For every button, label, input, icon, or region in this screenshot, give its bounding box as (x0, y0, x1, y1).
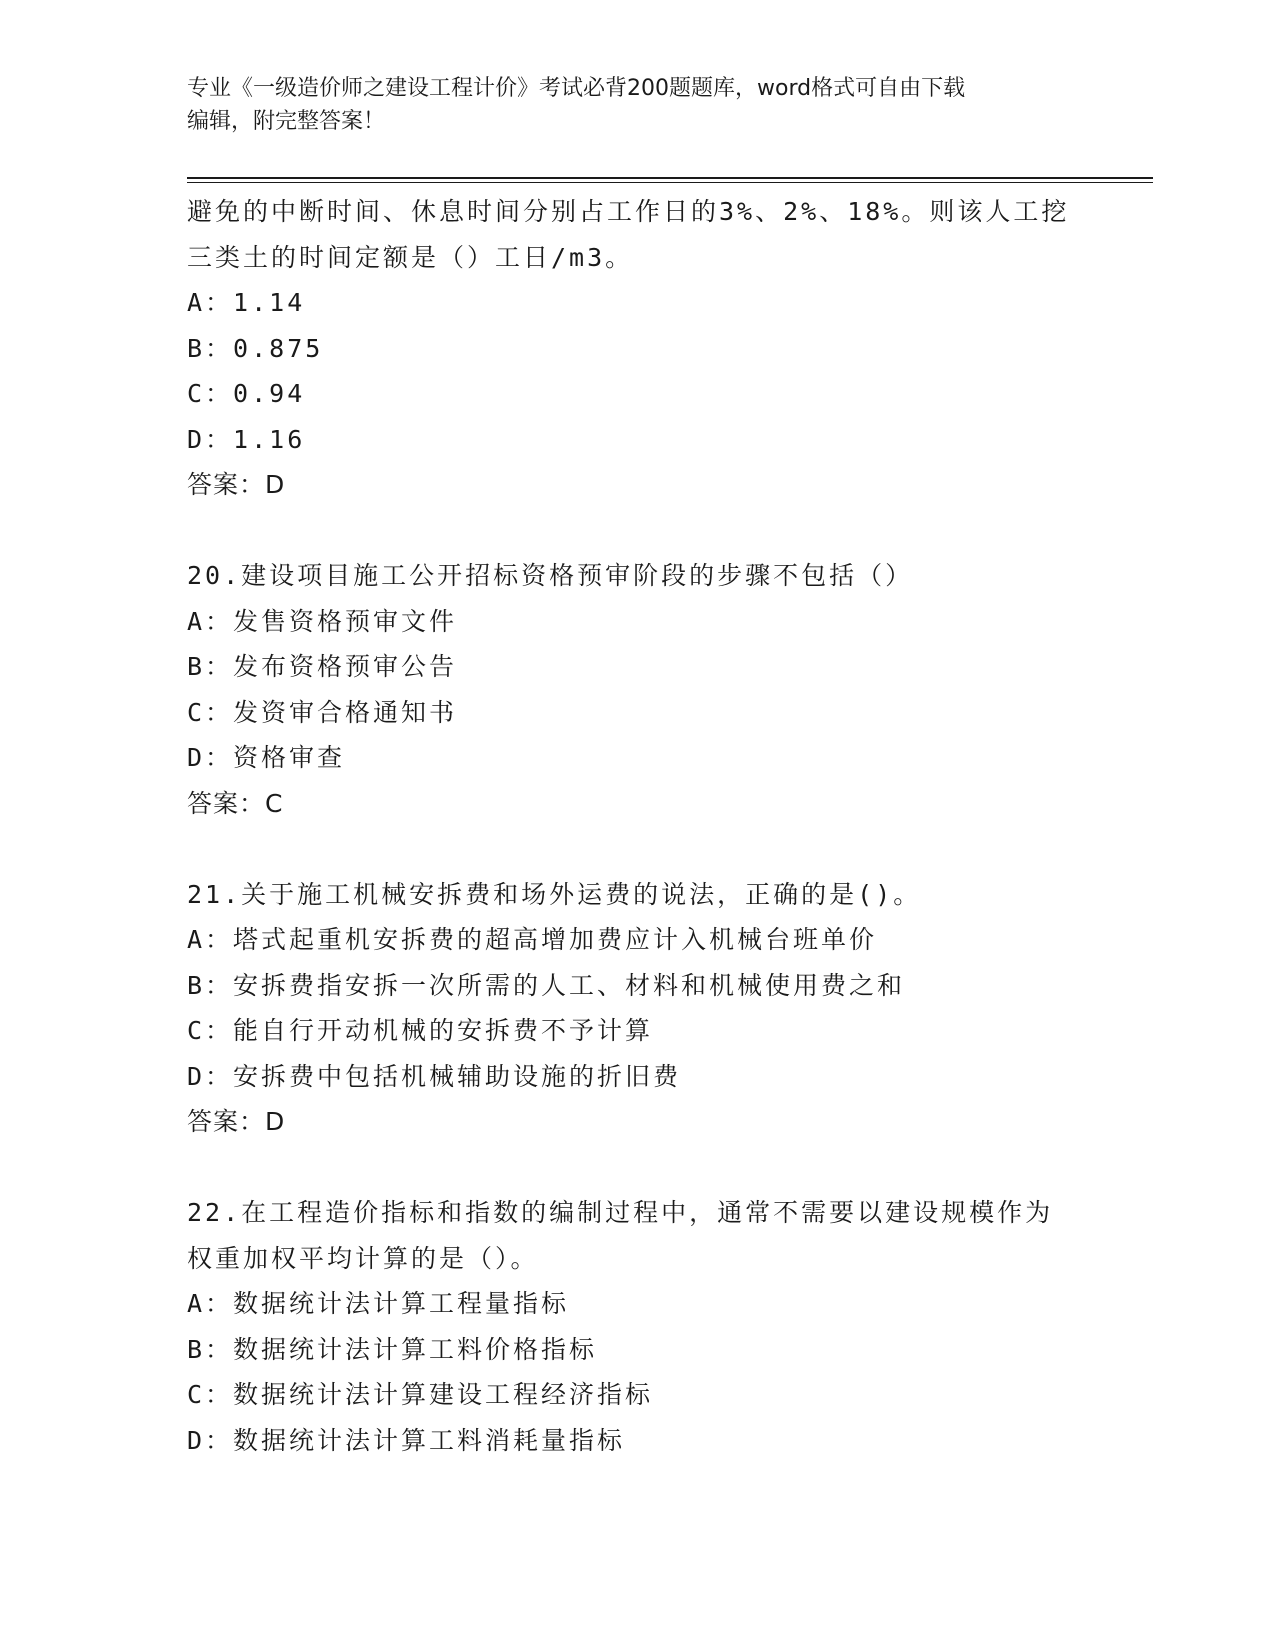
option-a: A：1.14 (187, 288, 306, 317)
header-divider-thin (187, 182, 1153, 183)
option-c: C：数据统计法计算建设工程经济指标 (187, 1380, 654, 1409)
option-b: B：数据统计法计算工料价格指标 (187, 1334, 598, 1364)
option-a: A：数据统计法计算工程量指标 (187, 1289, 570, 1318)
question-spacer (187, 1145, 1153, 1191)
question-stem-line: 权重加权平均计算的是（）。 (187, 1243, 539, 1273)
option-c: C：发资审合格通知书 (187, 697, 458, 727)
option-a: A：发售资格预审文件 (187, 606, 458, 636)
question-stem: 21.关于施工机械安拆费和场外运费的说法，正确的是()。 (187, 879, 922, 909)
option-c: C：能自行开动机械的安拆费不予计算 (187, 1016, 654, 1045)
question-stem-line: 三类土的时间定额是（）工日/m3。 (187, 242, 634, 272)
option-b: B：安拆费指安拆一次所需的人工、材料和机械使用费之和 (187, 970, 906, 1000)
header-title-line-1: 专业《一级造价师之建设工程计价》考试必背200题题库，word格式可自由下载 (187, 76, 966, 101)
question-stem: 20.建设项目施工公开招标资格预审阶段的步骤不包括（） (187, 561, 914, 590)
question-spacer (187, 826, 1153, 872)
question-list (187, 189, 1153, 1463)
option-a: A：塔式起重机安拆费的超高增加费应计入机械台班单价 (187, 925, 878, 954)
question-spacer (187, 508, 1153, 554)
question-stem-line: 22.在工程造价指标和指数的编制过程中，通常不需要以建设规模作为 (187, 1198, 1054, 1227)
question-20 (187, 553, 1153, 826)
answer-line: 答案：D (187, 470, 286, 499)
header-divider-thick (187, 177, 1153, 179)
question-19-continued (187, 189, 1153, 508)
question-22 (187, 1190, 1153, 1463)
option-b: B：发布资格预审公告 (187, 652, 458, 681)
option-d: D：数据统计法计算工料消耗量指标 (187, 1425, 626, 1455)
question-stem-line: 避免的中断时间、休息时间分别占工作日的3%、2%、18%。则该人工挖 (187, 197, 1070, 226)
option-b: B：0.875 (187, 333, 324, 363)
answer-line: 答案：D (187, 1107, 286, 1136)
header-title-line-2: 编辑，附完整答案！ (187, 109, 386, 134)
question-21 (187, 872, 1153, 1145)
document-header (187, 72, 1067, 138)
option-d: D：资格审查 (187, 743, 346, 772)
option-d: D：1.16 (187, 424, 306, 454)
option-d: D：安拆费中包括机械辅助设施的折旧费 (187, 1061, 682, 1091)
answer-line: 答案：C (187, 788, 284, 818)
option-c: C：0.94 (187, 379, 306, 408)
